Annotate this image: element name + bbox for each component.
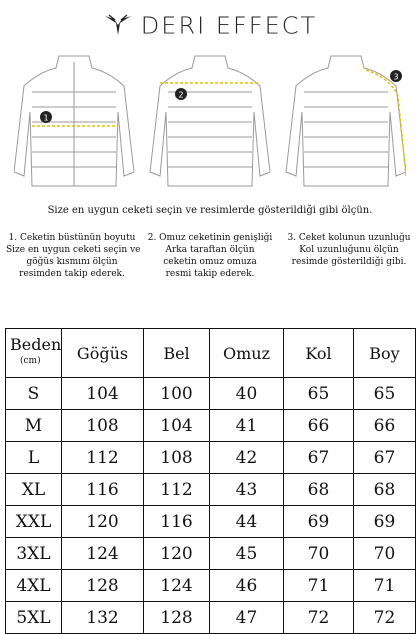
header-beden-unit: (cm) — [20, 356, 41, 366]
cell-boy: 69 — [354, 506, 416, 538]
table-row — [6, 474, 416, 506]
brand-logo — [0, 8, 420, 44]
jacket-front — [14, 56, 134, 186]
cell-boy: 72 — [354, 602, 416, 634]
table-row — [6, 442, 416, 474]
cell-omuz: 43 — [210, 474, 284, 506]
cell-kol: 69 — [284, 506, 354, 538]
cell-gogus: 124 — [62, 538, 144, 570]
table-row — [6, 538, 416, 570]
cell-bel: 112 — [144, 474, 210, 506]
step-1-line: 1. Ceketin büstünün boyutu — [8, 233, 136, 243]
header-beden — [6, 329, 62, 378]
cell-gogus: 128 — [62, 570, 144, 602]
cell-gogus: 108 — [62, 410, 144, 442]
step-2-line: resmi takip ederek. — [165, 269, 255, 279]
table-row — [6, 410, 416, 442]
cell-omuz: 45 — [210, 538, 284, 570]
jacket-side — [286, 56, 406, 186]
step-2 — [146, 232, 274, 280]
cell-bel: 120 — [144, 538, 210, 570]
marker-3-label: 3 — [393, 72, 399, 82]
table-row — [6, 506, 416, 538]
step-3-line: resimde gösterildiği gibi. — [291, 257, 407, 267]
cell-size: 5XL — [6, 602, 62, 634]
marker-1-label: 1 — [43, 113, 49, 123]
table-row — [6, 378, 416, 410]
cell-size: 4XL — [6, 570, 62, 602]
header-gogus: Göğüs — [62, 329, 144, 378]
cell-bel: 108 — [144, 442, 210, 474]
step-1-line: Size en uygun ceketi seçin ve — [6, 245, 141, 255]
step-3 — [284, 232, 414, 268]
step-3-line: Kol uzunluğunu ölçün — [299, 245, 399, 255]
cell-bel: 124 — [144, 570, 210, 602]
cell-kol: 66 — [284, 410, 354, 442]
cell-gogus: 116 — [62, 474, 144, 506]
jacket-illustrations — [14, 52, 406, 192]
cell-omuz: 46 — [210, 570, 284, 602]
header-beden-label: Beden — [10, 335, 62, 354]
cell-omuz: 42 — [210, 442, 284, 474]
cell-omuz: 41 — [210, 410, 284, 442]
cell-boy: 66 — [354, 410, 416, 442]
header-omuz: Omuz — [210, 329, 284, 378]
table-row — [6, 570, 416, 602]
cell-size: L — [6, 442, 62, 474]
cell-omuz: 47 — [210, 602, 284, 634]
jacket-diagram — [14, 52, 406, 192]
step-2-line: ceketin omuz omuza — [163, 257, 257, 267]
jacket-back — [150, 56, 270, 186]
cell-boy: 68 — [354, 474, 416, 506]
step-1 — [6, 232, 141, 280]
step-1-line: resimden takip ederek. — [19, 269, 125, 279]
cell-boy: 71 — [354, 570, 416, 602]
cell-size: M — [6, 410, 62, 442]
cell-bel: 100 — [144, 378, 210, 410]
step-3-line: 3. Ceket kolunun uzunluğu — [287, 233, 411, 243]
cell-size: XL — [6, 474, 62, 506]
marker-2-label: 2 — [178, 90, 184, 100]
cell-kol: 70 — [284, 538, 354, 570]
intro-text: Size en uygun ceketi seçin ve resimlerde gösterildiği gibi ölçün. — [47, 205, 373, 216]
cell-size: XXL — [6, 506, 62, 538]
cell-bel: 104 — [144, 410, 210, 442]
step-1-line: göğüs kısmını ölçün — [26, 257, 118, 267]
cell-bel: 116 — [144, 506, 210, 538]
cell-boy: 67 — [354, 442, 416, 474]
cell-kol: 65 — [284, 378, 354, 410]
cell-kol: 71 — [284, 570, 354, 602]
cell-omuz: 44 — [210, 506, 284, 538]
measure-steps — [0, 232, 420, 292]
step-2-line: Arka taraftan ölçün — [165, 245, 255, 255]
cell-boy: 70 — [354, 538, 416, 570]
cell-kol: 68 — [284, 474, 354, 506]
header-kol: Kol — [284, 329, 354, 378]
cell-bel: 128 — [144, 602, 210, 634]
size-table — [5, 328, 416, 634]
cell-gogus: 120 — [62, 506, 144, 538]
header-bel: Bel — [144, 329, 210, 378]
cell-gogus: 132 — [62, 602, 144, 634]
cell-kol: 72 — [284, 602, 354, 634]
brand-name: DERI EFFECT — [140, 12, 318, 40]
header-boy: Boy — [354, 329, 416, 378]
cell-size: 3XL — [6, 538, 62, 570]
table-header-row — [6, 329, 416, 378]
cell-gogus: 112 — [62, 442, 144, 474]
table-row — [6, 602, 416, 634]
cell-kol: 67 — [284, 442, 354, 474]
cell-omuz: 40 — [210, 378, 284, 410]
eagle-logo-icon — [103, 13, 133, 39]
cell-boy: 65 — [354, 378, 416, 410]
cell-size: S — [6, 378, 62, 410]
step-2-line: 2. Omuz ceketinin genişliği — [147, 233, 273, 243]
cell-gogus: 104 — [62, 378, 144, 410]
